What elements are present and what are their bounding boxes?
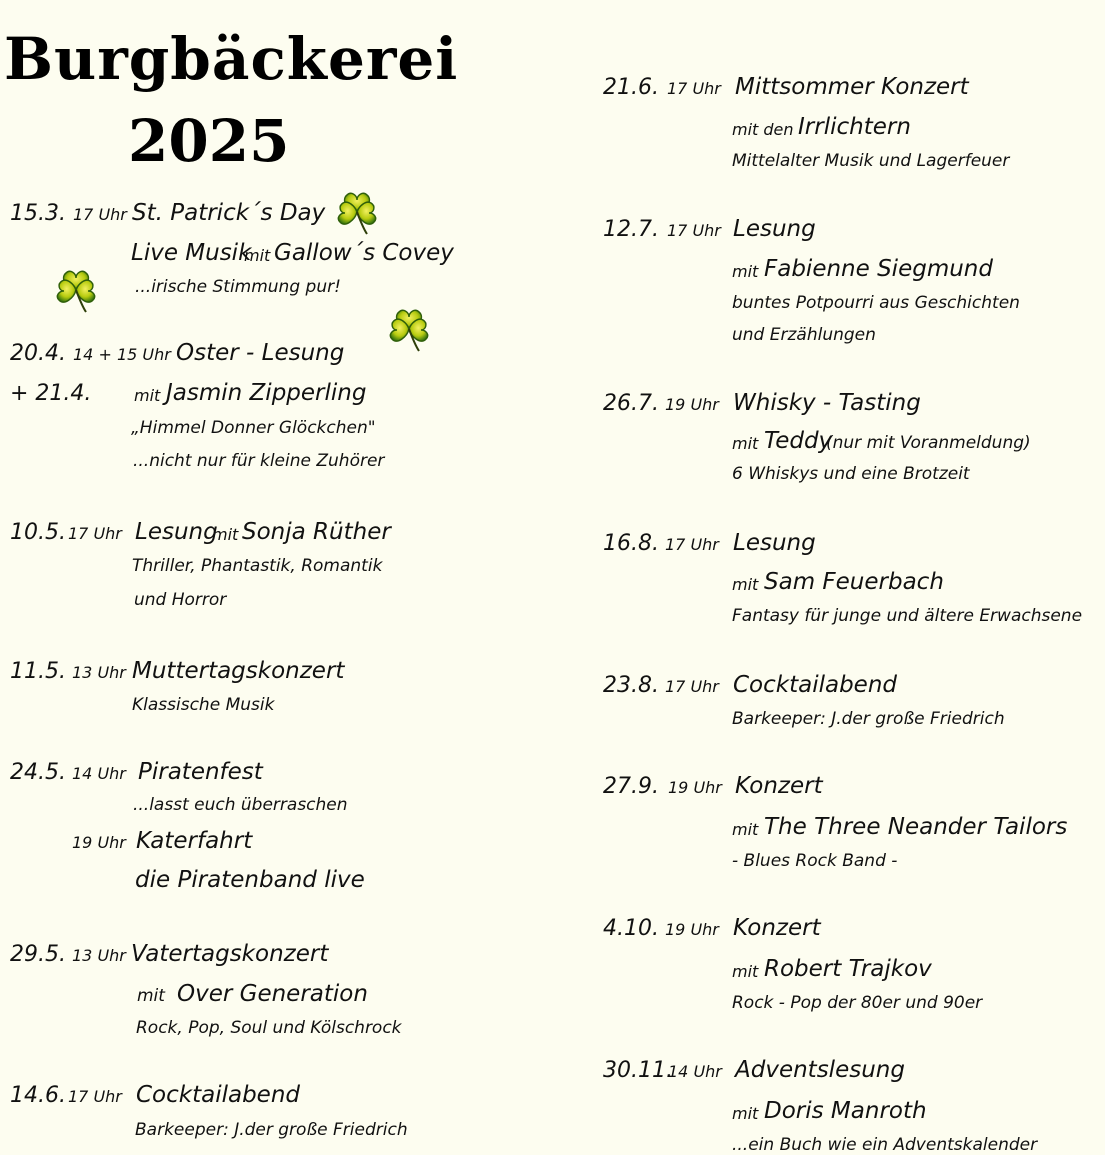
event-time: 19 Uhr xyxy=(665,920,719,939)
event-date: 4.10. xyxy=(603,916,659,941)
event-description: Fantasy für junge und ältere Erwachsene xyxy=(732,606,1083,626)
event-mit: mit xyxy=(137,986,165,1006)
event-mit: mit xyxy=(244,246,271,265)
event-performer: Fabienne Siegmund xyxy=(764,256,993,282)
event-performer: Teddy xyxy=(764,428,833,454)
event-date: 26.7. xyxy=(603,391,659,416)
event-date: 16.8. xyxy=(603,531,659,556)
event-title: Lesung xyxy=(733,530,816,556)
event-mit: mit xyxy=(732,262,759,281)
event-date: 27.9. xyxy=(603,774,659,799)
event-mit: mit xyxy=(732,820,759,839)
event-description-2: und Erzählungen xyxy=(732,325,876,345)
event-time: 13 Uhr xyxy=(72,663,126,682)
event-description: Rock - Pop der 80er und 90er xyxy=(732,993,983,1013)
event-time: 19 Uhr xyxy=(668,778,722,797)
event-mit: mit xyxy=(732,1104,759,1123)
event-time: 17 Uhr xyxy=(665,535,719,554)
event-title: Vatertagskonzert xyxy=(131,941,329,967)
shamrock-icon xyxy=(385,305,433,353)
event-description: Thriller, Phantastik, Romantik xyxy=(132,556,383,576)
event-mit: mit xyxy=(134,386,161,405)
event-note: (nur mit Voranmeldung) xyxy=(826,433,1031,453)
event-description-2: die Piratenband live xyxy=(135,867,365,893)
shamrock-icon xyxy=(333,188,381,236)
event-title-second: Katerfahrt xyxy=(136,828,253,854)
event-description: Klassische Musik xyxy=(132,695,275,715)
event-date: 10.5. xyxy=(10,520,66,545)
event-description: Rock, Pop, Soul und Kölschrock xyxy=(136,1018,402,1038)
event-title: Lesung xyxy=(733,216,816,242)
event-performer: Sam Feuerbach xyxy=(764,569,944,595)
event-date: 30.11. xyxy=(603,1058,673,1083)
event-title: Oster - Lesung xyxy=(176,340,345,366)
event-title: Whisky - Tasting xyxy=(733,390,921,416)
event-time: 17 Uhr xyxy=(68,1087,122,1106)
event-mit: mit xyxy=(732,434,759,453)
event-date-second: + 21.4. xyxy=(10,381,92,406)
event-detail: Live Musik xyxy=(131,240,252,266)
event-time: 14 Uhr xyxy=(72,764,126,783)
event-mit: mit xyxy=(212,525,239,544)
event-description: buntes Potpourri aus Geschichten xyxy=(732,293,1020,313)
event-date: 12.7. xyxy=(603,217,659,242)
event-performer: Sonja Rüther xyxy=(242,519,391,545)
event-time: 17 Uhr xyxy=(667,221,721,240)
event-performer: Irrlichtern xyxy=(798,114,911,140)
event-date: 29.5. xyxy=(10,942,66,967)
event-time: 17 Uhr xyxy=(667,79,721,98)
page-title: Burgbäckerei xyxy=(4,25,459,93)
year-heading: 2025 xyxy=(128,107,290,175)
event-title: Konzert xyxy=(733,915,821,941)
event-time: 19 Uhr xyxy=(665,395,719,414)
event-description: - Blues Rock Band - xyxy=(732,851,898,871)
event-time: 14 Uhr xyxy=(668,1062,722,1081)
event-performer: The Three Neander Tailors xyxy=(764,814,1068,840)
event-title: Cocktailabend xyxy=(733,672,898,698)
event-description: ...irische Stimmung pur! xyxy=(135,277,341,297)
shamrock-icon xyxy=(52,266,100,314)
event-performer: Robert Trajkov xyxy=(764,956,932,982)
event-date: 21.6. xyxy=(603,75,659,100)
event-performer: Gallow´s Covey xyxy=(274,240,454,266)
event-title: Konzert xyxy=(735,773,823,799)
event-title: Muttertagskonzert xyxy=(132,658,345,684)
event-title: Cocktailabend xyxy=(136,1082,301,1108)
event-description: ...ein Buch wie ein Adventskalender xyxy=(732,1135,1038,1155)
event-time: 14 + 15 Uhr xyxy=(73,345,171,364)
event-date: 23.8. xyxy=(603,673,659,698)
event-description: Mittelalter Musik und Lagerfeuer xyxy=(732,151,1010,171)
event-description: „Himmel Donner Glöckchen" xyxy=(131,418,376,438)
event-title: Lesung xyxy=(135,519,218,545)
event-description: Barkeeper: J.der große Friedrich xyxy=(135,1120,408,1140)
event-mit: mit xyxy=(732,575,759,594)
event-date: 14.6. xyxy=(10,1083,66,1108)
event-time: 13 Uhr xyxy=(72,946,126,965)
event-title: St. Patrick´s Day xyxy=(132,200,326,226)
event-date: 11.5. xyxy=(10,659,66,684)
event-date: 15.3. xyxy=(10,201,66,226)
event-description: ...lasst euch überraschen xyxy=(133,795,348,815)
event-time: 17 Uhr xyxy=(73,205,127,224)
event-time: 17 Uhr xyxy=(665,677,719,696)
event-performer: Over Generation xyxy=(177,981,368,1007)
event-date: 20.4. xyxy=(10,341,66,366)
event-mit: mit den xyxy=(732,120,794,139)
event-date: 24.5. xyxy=(10,760,66,785)
event-description-2: ...nicht nur für kleine Zuhörer xyxy=(133,451,385,471)
event-description-2: und Horror xyxy=(134,590,227,610)
event-time-second: 19 Uhr xyxy=(72,833,126,852)
event-mit: mit xyxy=(732,962,759,981)
event-description: 6 Whiskys und eine Brotzeit xyxy=(732,464,970,484)
event-title: Adventslesung xyxy=(735,1057,905,1083)
event-title: Piratenfest xyxy=(138,759,263,785)
event-time: 17 Uhr xyxy=(68,524,122,543)
event-title: Mittsommer Konzert xyxy=(735,74,969,100)
event-description: Barkeeper: J.der große Friedrich xyxy=(732,709,1005,729)
event-performer: Jasmin Zipperling xyxy=(166,380,367,406)
event-performer: Doris Manroth xyxy=(764,1098,927,1124)
